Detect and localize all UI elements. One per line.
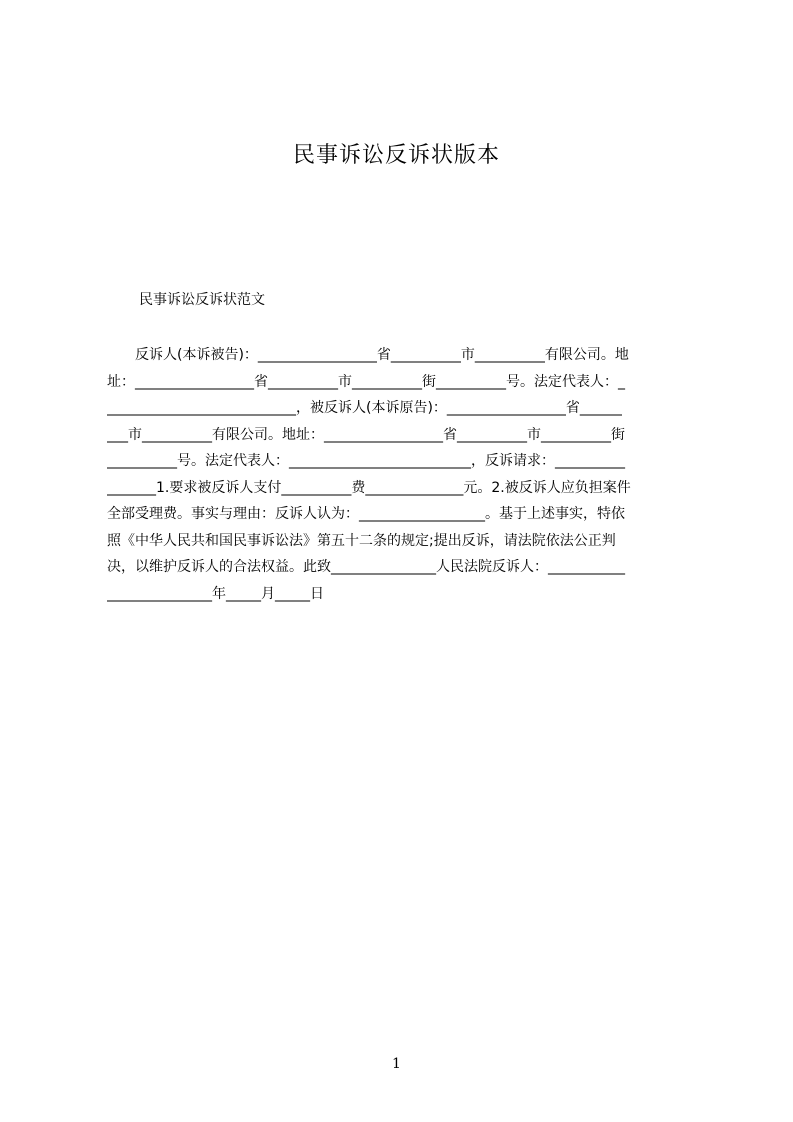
body-line: _______1.要求被反诉人支付__________费______________元。2.被反诉人应负担案件 xyxy=(107,479,631,496)
body-line: __________号。法定代表人：__________________________，反诉请求：__________ xyxy=(107,453,625,469)
body-line: 址：_________________省__________市__________街__________号。法定代表人：_ xyxy=(107,373,625,390)
body-line: 全部受理费。事实与理由：反诉人认为：__________________。基于上述事实，特依 xyxy=(107,506,625,522)
body-line: ___________________________，被反诉人(本诉原告)：_________________省______ xyxy=(107,400,622,416)
body-line: _______________年_____月_____日 xyxy=(107,585,324,602)
body-paragraph xyxy=(107,342,699,607)
body-line: 反诉人(本诉被告)：_________________省__________市__________有限公司。地 xyxy=(107,347,629,363)
document-subtitle: 民事诉讼反诉状范文 xyxy=(139,292,265,308)
body-line: 决，以维护反诉人的合法权益。此致_______________人民法院反诉人：___________ xyxy=(107,559,625,575)
page-number: 1 xyxy=(392,1056,401,1072)
document-title: 民事诉讼反诉状版本 xyxy=(292,143,500,168)
body-line: ___市__________有限公司。地址：_________________省__________市__________街 xyxy=(107,426,625,443)
body-line: 照《中华人民共和国民事诉讼法》第五十二条的规定;提出反诉，请法院依法公正判 xyxy=(107,532,616,549)
